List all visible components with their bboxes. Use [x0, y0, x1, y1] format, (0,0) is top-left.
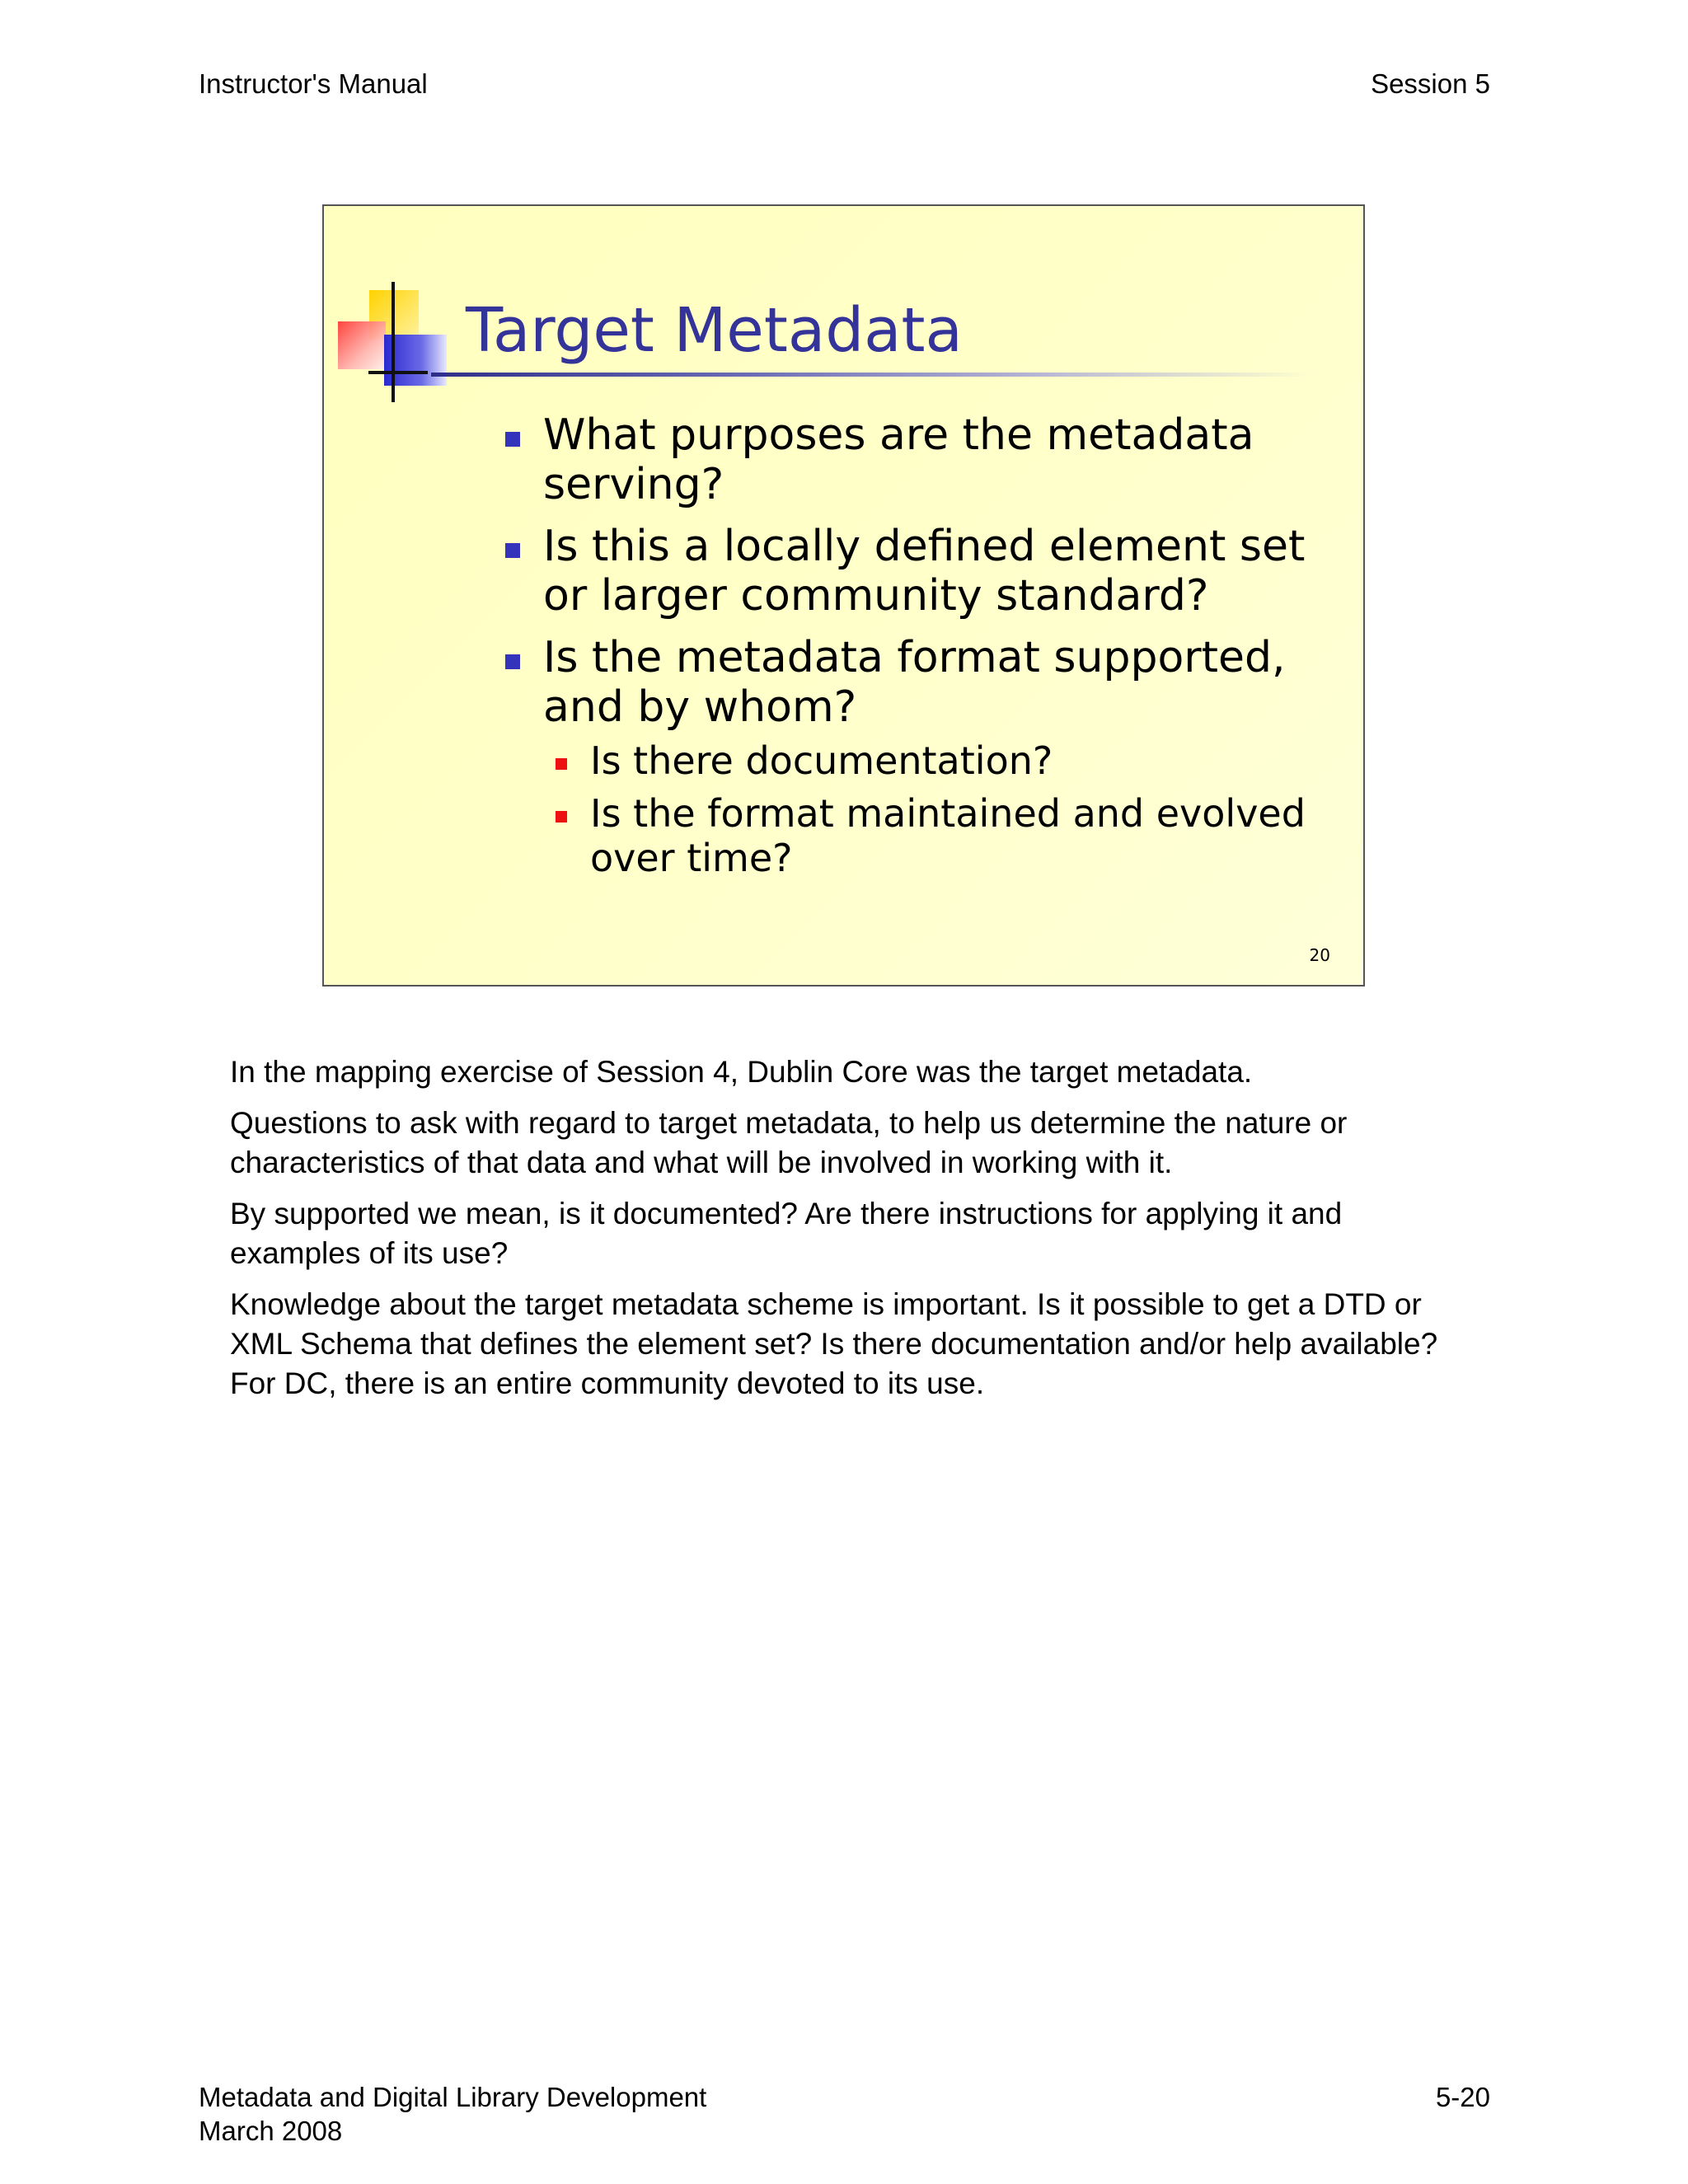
note-paragraph: Questions to ask with regard to target metadata, to help us determine the nature or characteristics of that data and what will be involved in working with it.	[230, 1106, 1348, 1179]
slide-bullet-list	[505, 410, 1346, 888]
slide-bullet-text: Is the metadata format supported, and by whom?	[543, 633, 1286, 732]
slide-number: 20	[1309, 945, 1330, 965]
header-manual-title: Instructor's Manual	[199, 68, 428, 99]
slide-bullet	[505, 633, 1346, 732]
slide-sub-bullet-text: Is the format maintained and evolved over time?	[590, 791, 1306, 880]
footer-page-number: 5-20	[1435, 2082, 1490, 2112]
slide-title: Target Metadata	[466, 295, 963, 366]
header-session: Session 5	[1371, 68, 1490, 99]
footer-course-info	[199, 2080, 706, 2148]
title-underline	[431, 373, 1313, 377]
instructor-notes	[230, 1052, 1466, 1415]
slide-bullet-text: Is this a locally defined element set or larger community standard?	[543, 522, 1306, 621]
note-paragraph: Knowledge about the target metadata scheme is important. Is it possible to get a DTD or XML Schema that defines the element set? Is there documentation and/or help available? For DC, there is an entire community devoted to its use.	[230, 1287, 1438, 1400]
note-paragraph: By supported we mean, is it documented? Are there instructions for applying it and examples of its use?	[230, 1197, 1343, 1270]
footer-date: March 2008	[199, 2116, 343, 2146]
red-square-bullet-icon	[556, 811, 567, 823]
slide-bullet-text: What purposes are the metadata serving?	[543, 410, 1254, 509]
square-bullet-icon	[505, 654, 520, 669]
slide-sub-bullet	[543, 738, 1346, 783]
slide-bullet	[505, 522, 1346, 621]
red-square-bullet-icon	[556, 758, 567, 770]
slide	[322, 204, 1365, 987]
note-paragraph: In the mapping exercise of Session 4, Dublin Core was the target metadata.	[230, 1055, 1253, 1089]
slide-bullet	[505, 410, 1346, 509]
square-bullet-icon	[505, 432, 520, 447]
slide-sub-bullet	[543, 791, 1346, 880]
decorative-squares-logo-icon	[335, 282, 459, 405]
square-bullet-icon	[505, 543, 520, 558]
slide-sub-bullet-text: Is there documentation?	[590, 738, 1053, 783]
footer-course-title: Metadata and Digital Library Development	[199, 2082, 707, 2112]
